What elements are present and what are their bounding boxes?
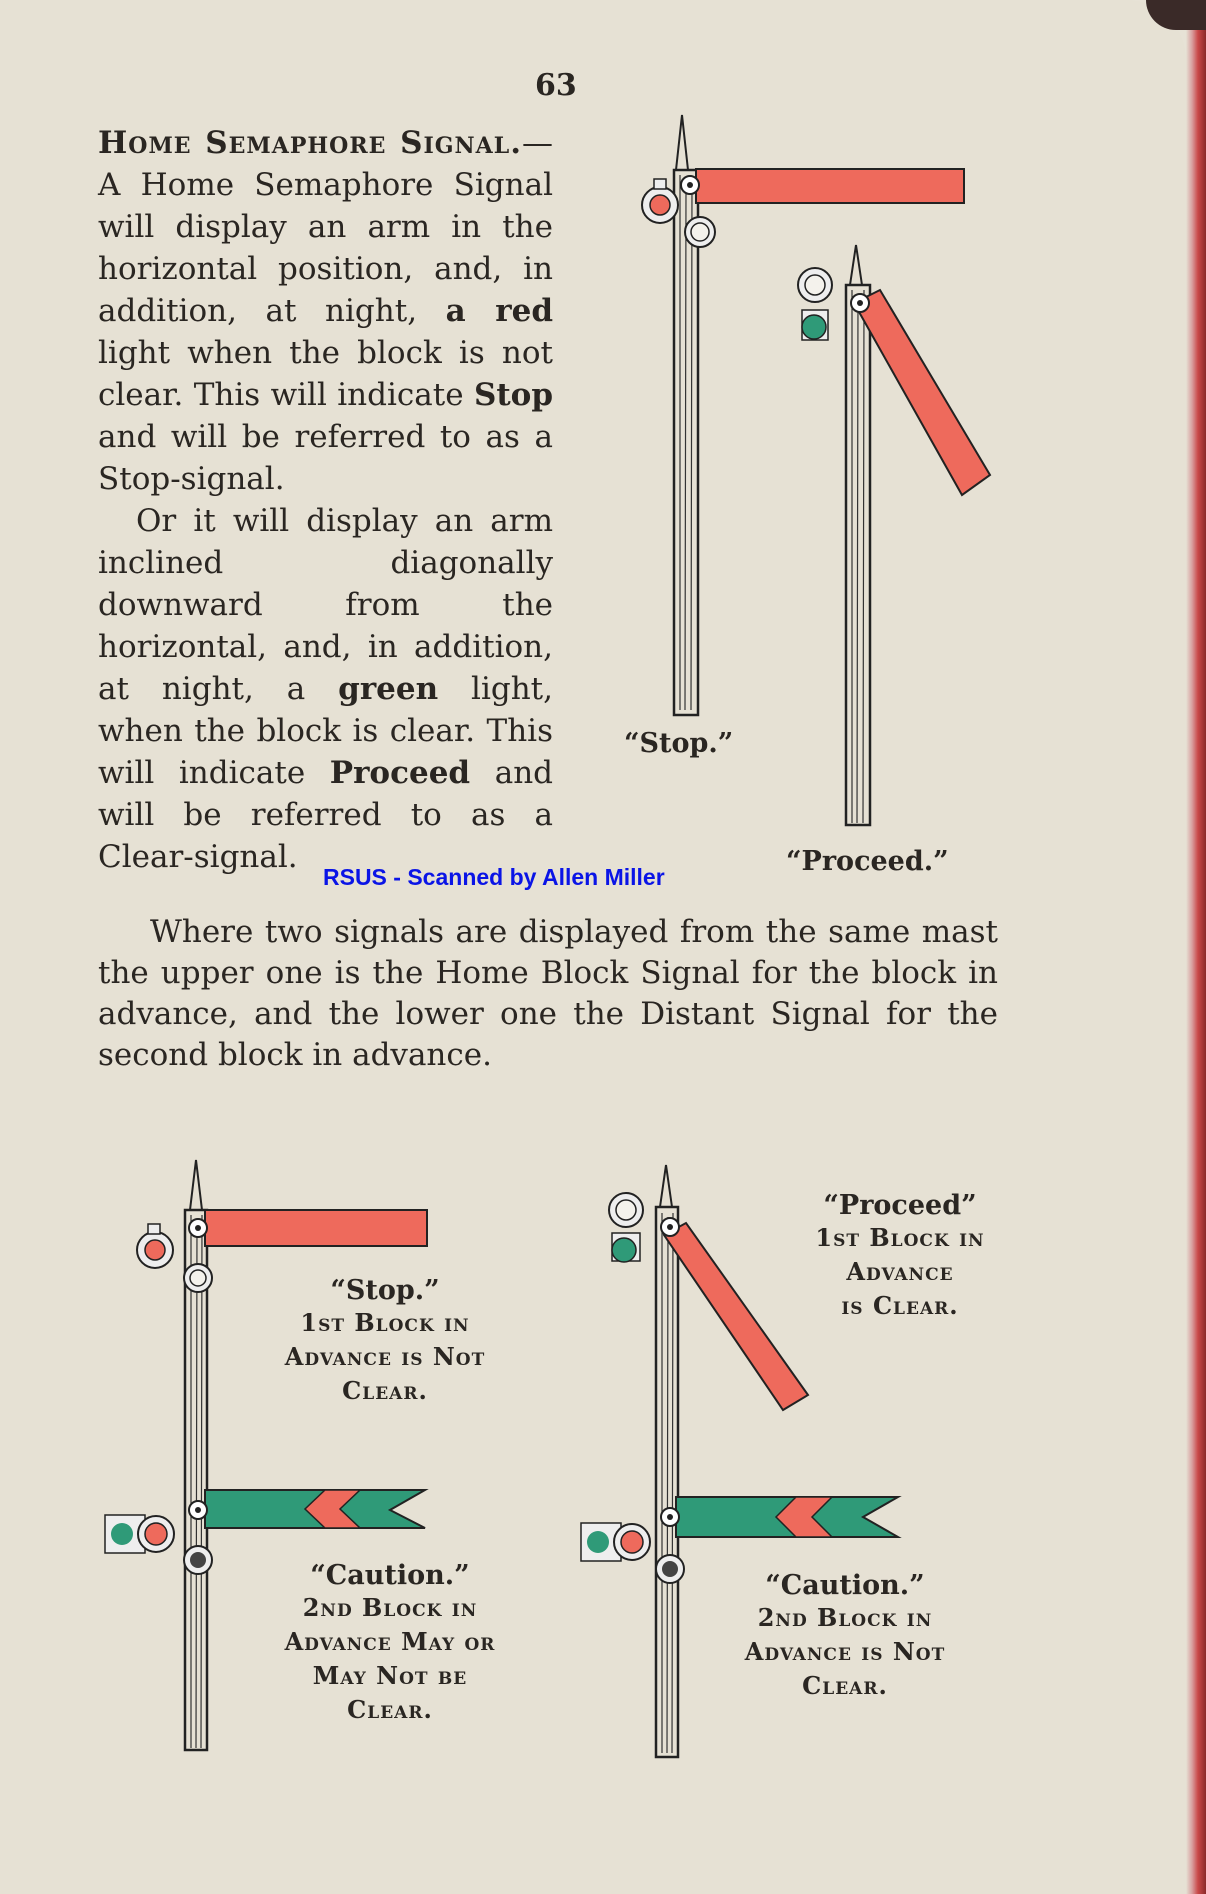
bottom-left-upper-caption: “Stop.” 1st Block in Advance is Not Clear. bbox=[284, 1275, 486, 1405]
intro-paragraph-1: Home Semaphore Signal.—A Home Semaphore Signal will display an arm in the horizontal position, and, in addition, at night, a red light when the block is not clear. This will indicate Stop and will be referred to as a Stop-signal. bbox=[98, 125, 553, 497]
bold-red: a red bbox=[445, 293, 553, 329]
page-edge bbox=[1186, 0, 1206, 1894]
scan-watermark: RSUS - Scanned by Allen Miller bbox=[323, 864, 665, 890]
top-proceed-label: “Proceed.” bbox=[786, 846, 949, 877]
bottom-right-lower-caption: “Caution.” 2nd Block in Advance is Not Clear. bbox=[744, 1570, 946, 1700]
bold-green: green bbox=[338, 671, 439, 707]
bold-proceed: Proceed bbox=[329, 755, 471, 791]
section-heading: Home Semaphore Signal. bbox=[98, 125, 522, 161]
intro-text-column bbox=[98, 122, 553, 878]
bottom-right-upper-caption: “Proceed” 1st Block in Advance is Clear. bbox=[815, 1190, 985, 1320]
page-number: 63 bbox=[535, 68, 577, 103]
two-signals-paragraph: Where two signals are displayed from the same mast the upper one is the Home Block Signal for the block in advance, and the lower one the Distant Signal for the second block in advance. bbox=[98, 914, 998, 1073]
proceed-signal-illustration bbox=[790, 245, 1010, 845]
bold-stop: Stop bbox=[473, 377, 553, 413]
bottom-left-lower-caption: “Caution.” 2nd Block in Advance May or May Not be Clear. bbox=[284, 1560, 496, 1724]
top-stop-label: “Stop.” bbox=[624, 728, 734, 759]
intro-paragraph-2: Or it will display an arm inclined diagonally downward from the horizontal, and, in addition, at night, a green light, when the block is clear. This will indicate Proceed and will be referred to as a Clear-signal. bbox=[98, 503, 554, 875]
